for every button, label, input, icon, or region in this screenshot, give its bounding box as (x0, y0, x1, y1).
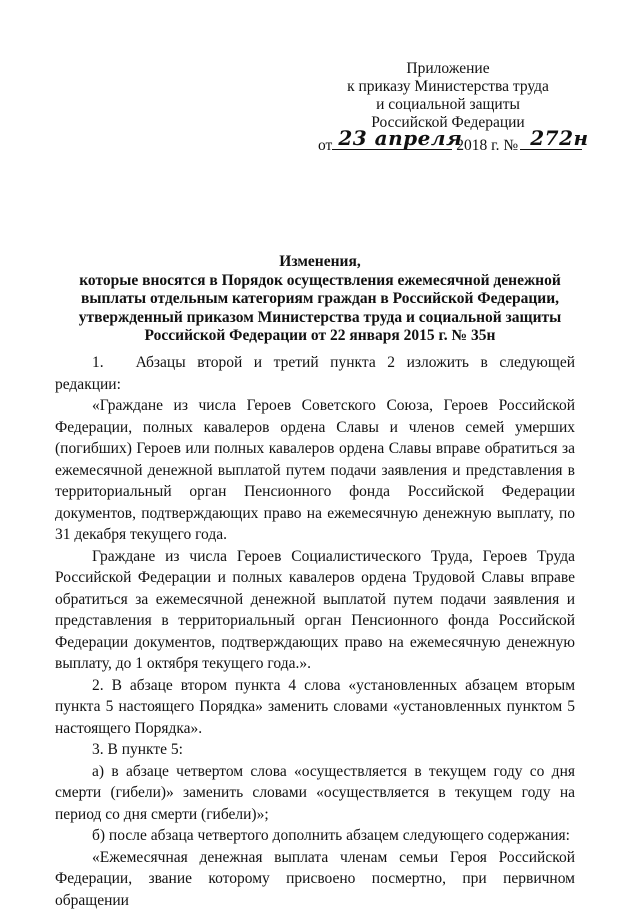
paragraph-number: 1. (92, 354, 104, 371)
title-line: которые вносятся в Порядок осуществления ежемесячной денежной (55, 272, 585, 291)
title-line: утвержденный приказом Министерства труда и социальной защиты (55, 309, 585, 328)
paragraph-3: Граждане из числа Героев Социалистического Труда, Героев Труда Российской Федерации и полных кавалеров ордена Трудовой Славы вправе обратиться за ежемесячной денежной выплатой путем подачи заявления и представления в территориальный орган Пенсионного фонда Российской Федерации документов, подтверждающих право на ежемесячную денежную выплату, до 1 октября текущего года.». (55, 546, 575, 675)
appendix-header (318, 60, 578, 132)
date-blank (332, 133, 452, 150)
paragraph-8: «Ежемесячная денежная выплата членам семьи Героя Российской Федерации, звание которому присвоено посмертно, при первичном обращении (55, 847, 575, 911)
paragraph-7: б) после абзаца четвертого дополнить абзацем следующего содержания: (55, 825, 575, 847)
title-line: выплаты отдельным категориям граждан в Российской Федерации, (55, 290, 585, 309)
appendix-line: Российской Федерации (318, 114, 578, 132)
appendix-line: к приказу Министерства труда (318, 78, 578, 96)
title-line: Российской Федерации от 22 января 2015 г. № 35н (55, 327, 585, 346)
paragraph-5: 3. В пункте 5: (55, 739, 575, 761)
title-line: Изменения, (55, 253, 585, 272)
document-body (55, 352, 575, 911)
appendix-line: Приложение (318, 60, 578, 78)
paragraph-6: а) в абзаце четвертом слова «осуществляется в текущем году со дня смерти (гибели)» заменить словами «осуществляется в текущем году на период со дня смерти (гибели)»; (55, 761, 575, 826)
document-title (55, 253, 585, 346)
paragraph-2: «Граждане из числа Героев Советского Союза, Героев Российской Федерации, полных кавалеров ордена Славы и членов семей умерших (погибших) Героев или полных кавалеров ордена Славы вправе обратиться за ежемесячной денежной выплатой путем подачи заявления и представления в территориальный орган Пенсионного фонда Российской Федерации документов, подтверждающих право на ежемесячную денежную выплату, по 31 декабря текущего года. (55, 395, 575, 546)
number-blank (520, 133, 582, 150)
order-date-line (318, 133, 618, 155)
handwritten-number: 272н (530, 126, 588, 150)
paragraph-1 (55, 352, 575, 395)
handwritten-date: 23 апреля (338, 126, 462, 150)
paragraph-4: 2. В абзаце втором пункта 4 слова «установленных абзацем вторым пункта 5 настоящего Порядка» заменить словами «установленных пунктом 5 настоящего Порядка». (55, 675, 575, 740)
appendix-line: и социальной защиты (318, 96, 578, 114)
date-prefix: от (318, 137, 332, 154)
year-and-number-label: 2018 г. № (456, 137, 518, 154)
paragraph-text: Абзацы второй и третий пункта 2 изложить в следующей редакции: (55, 354, 575, 393)
